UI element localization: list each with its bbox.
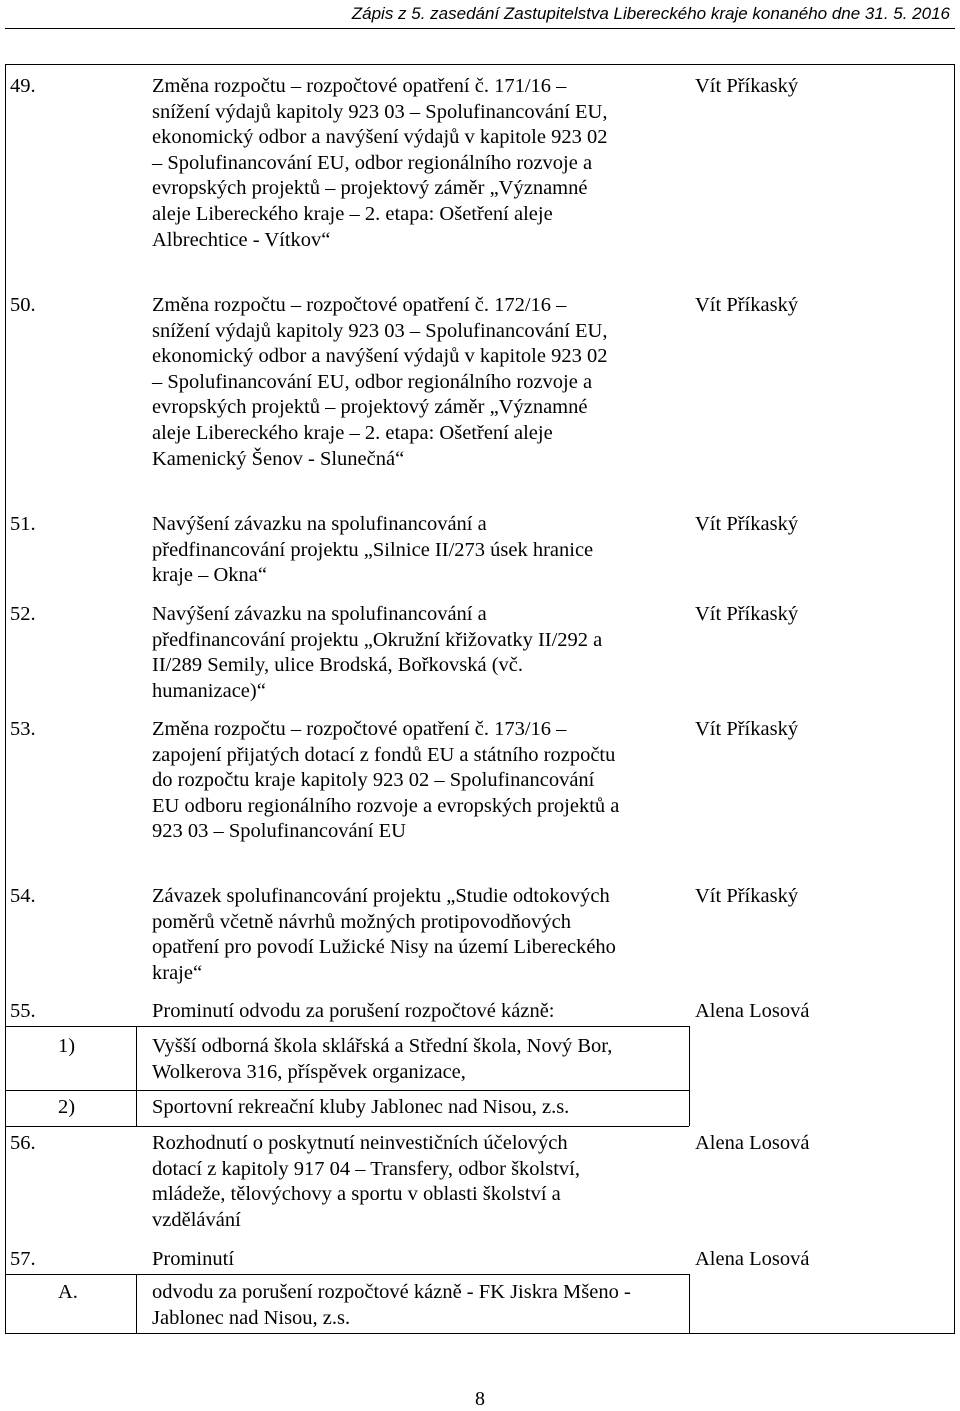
- item-presenter: Vít Příkaský: [695, 75, 799, 97]
- subitem-number: 2): [58, 1096, 76, 1118]
- subitem-text: odvodu za porušení rozpočtové kázně - FK Jiskra Mšeno - Jablonec nad Nisou, z.s.: [152, 1281, 631, 1329]
- item-number: 50.: [10, 294, 36, 316]
- item-text: Závazek spolufinancování projektu „Studie odtokových poměrů včetně návrhů možných protipovodňových opatření pro povodí Lužické Nisy na území Libereckého kraje“: [152, 885, 616, 984]
- item-text: Změna rozpočtu – rozpočtové opatření č. 171/16 – snížení výdajů kapitoly 923 03 – Spolufinancování EU, ekonomický odbor a navýšení výdajů v kapitole 923 02 – Spolufinancování EU, odbor regionálního rozvoje a evropských projektů – projektový záměr „Významné aleje Libereckého kraje – 2. etapa: Ošetření aleje Albrechtice - Vítkov“: [152, 75, 608, 251]
- subtable-57-left-border: [5, 1274, 6, 1334]
- item-presenter: Alena Losová: [695, 1132, 810, 1154]
- subitem-text: Vyšší odborná škola sklářská a Střední škola, Nový Bor, Wolkerova 316, příspěvek organizace,: [152, 1035, 613, 1083]
- item-presenter: Vít Příkaský: [695, 718, 799, 740]
- item-presenter: Vít Příkaský: [695, 603, 799, 625]
- subtable-55-top-rule: [5, 1026, 689, 1027]
- item-number: 49.: [10, 75, 36, 97]
- item-presenter: Alena Losová: [695, 1000, 810, 1022]
- item-number: 54.: [10, 885, 36, 907]
- subtable-55-bottom-rule: [5, 1126, 689, 1127]
- subitem-text: Sportovní rekreační kluby Jablonec nad Nisou, z.s.: [152, 1096, 570, 1118]
- running-header: Zápis z 5. zasedání Zastupitelstva Libereckého kraje konaného dne 31. 5. 2016: [351, 4, 950, 23]
- subtable-55-row-rule: [5, 1090, 689, 1091]
- subtable-57-top-rule: [5, 1274, 689, 1275]
- subtable-55-left-border: [5, 1026, 6, 1126]
- subtable-57-column-divider: [136, 1274, 137, 1334]
- subitem-number: A.: [58, 1281, 78, 1303]
- item-text: Prominutí: [152, 1248, 235, 1270]
- item-text: Prominutí odvodu za porušení rozpočtové kázně:: [152, 1000, 555, 1022]
- item-number: 52.: [10, 603, 36, 625]
- item-text: Změna rozpočtu – rozpočtové opatření č. 173/16 – zapojení přijatých dotací z fondů EU a státního rozpočtu do rozpočtu kraje kapitoly 923 02 – Spolufinancování EU odboru regionálního rozvoje a evropských projektů a 923 03 – Spolufinancování EU: [152, 718, 620, 843]
- item-number: 56.: [10, 1132, 36, 1154]
- page-number: 8: [475, 1388, 485, 1410]
- subitem-number: 1): [58, 1035, 76, 1057]
- item-presenter: Vít Příkaský: [695, 885, 799, 907]
- item-number: 53.: [10, 718, 36, 740]
- item-text: Změna rozpočtu – rozpočtové opatření č. 172/16 – snížení výdajů kapitoly 923 03 – Spolufinancování EU, ekonomický odbor a navýšení výdajů v kapitole 923 02 – Spolufinancování EU, odbor regionálního rozvoje a evropských projektů – projektový záměr „Významné aleje Libereckého kraje – 2. etapa: Ošetření aleje Kamenický Šenov - Slunečná“: [152, 294, 608, 470]
- item-text: Navýšení závazku na spolufinancování a předfinancování projektu „Okružní křižovatky II/292 a II/289 Semily, ulice Brodská, Bořkovská (vč. humanizace)“: [152, 603, 603, 702]
- item-text: Rozhodnutí o poskytnutí neinvestičních účelových dotací z kapitoly 917 04 – Transfery, odbor školství, mládeže, tělovýchovy a sportu v oblasti školství a vzdělávání: [152, 1132, 580, 1231]
- subtable-55-right-divider: [689, 1026, 690, 1126]
- header-divider: [5, 28, 955, 29]
- item-text: Navýšení závazku na spolufinancování a předfinancování projektu „Silnice II/273 úsek hranice kraje – Okna“: [152, 513, 594, 587]
- item-number: 51.: [10, 513, 36, 535]
- item-number: 57.: [10, 1248, 36, 1270]
- item-presenter: Vít Příkaský: [695, 294, 799, 316]
- item-presenter: Vít Příkaský: [695, 513, 799, 535]
- subtable-57-right-divider: [689, 1274, 690, 1334]
- item-number: 55.: [10, 1000, 36, 1022]
- subtable-55-column-divider: [136, 1026, 137, 1126]
- item-presenter: Alena Losová: [695, 1248, 810, 1270]
